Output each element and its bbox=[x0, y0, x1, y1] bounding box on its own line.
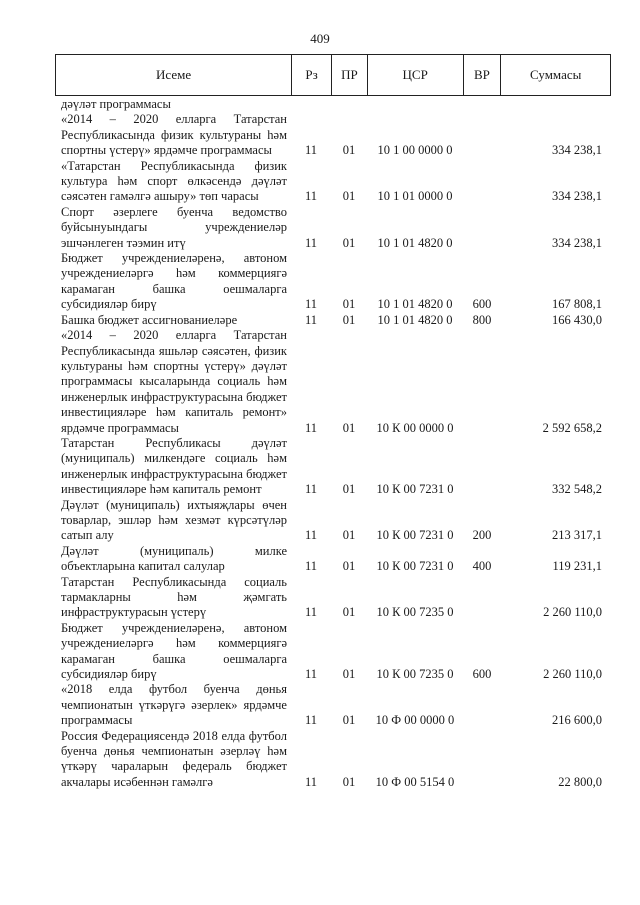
header-name: Исеме bbox=[156, 67, 192, 82]
row-name: Башка бюджет ассигнованиеләре bbox=[61, 312, 238, 327]
table-row bbox=[55, 682, 611, 728]
row-csr: 10 1 01 4820 0 bbox=[377, 235, 453, 250]
header-rz: Рз bbox=[291, 55, 331, 95]
table-row bbox=[55, 544, 611, 575]
row-rz: 11 bbox=[304, 559, 318, 574]
table-row bbox=[55, 313, 611, 328]
table-row bbox=[55, 436, 611, 498]
table-row bbox=[55, 498, 611, 544]
row-name: Татарстан Республикасында социаль тармакларны һәм җәмгать инфраструктурасын үстерү bbox=[61, 574, 287, 620]
row-rz: 11 bbox=[304, 312, 318, 327]
table-row bbox=[55, 621, 611, 683]
row-pr: 01 bbox=[342, 143, 356, 158]
row-csr: 10 Ф 00 5154 0 bbox=[375, 774, 455, 789]
row-sum: 2 260 110,0 bbox=[543, 605, 602, 620]
row-sum: 2 260 110,0 bbox=[543, 667, 602, 682]
table-row bbox=[55, 205, 611, 251]
row-name: Бюджет учреждениеләренә, автоном учреждениеләргә һәм коммерциягә карамаган башка оешмаларга субсидияләр бирү bbox=[61, 251, 287, 312]
header-pr: ПР bbox=[331, 55, 367, 95]
row-rz: 11 bbox=[304, 482, 318, 497]
table-row bbox=[55, 159, 611, 205]
row-rz: 11 bbox=[304, 143, 318, 158]
row-sum: 334 238,1 bbox=[552, 143, 602, 158]
row-vr: 400 bbox=[472, 559, 492, 574]
row-pr: 01 bbox=[342, 667, 356, 682]
row-pr: 01 bbox=[342, 528, 356, 543]
header-vr: ВР bbox=[463, 55, 501, 95]
row-sum: 216 600,0 bbox=[552, 713, 602, 728]
row-pr: 01 bbox=[342, 297, 356, 312]
row-csr: 10 1 00 0000 0 bbox=[377, 143, 453, 158]
row-pr: 01 bbox=[342, 713, 356, 728]
row-rz: 11 bbox=[304, 605, 318, 620]
table-header bbox=[55, 54, 611, 96]
row-pr: 01 bbox=[342, 420, 356, 435]
row-sum: 167 808,1 bbox=[552, 297, 602, 312]
row-sum: 332 548,2 bbox=[552, 482, 602, 497]
row-sum: 213 317,1 bbox=[552, 528, 602, 543]
row-csr: 10 1 01 4820 0 bbox=[377, 297, 453, 312]
row-sum: 2 592 658,2 bbox=[542, 420, 602, 435]
row-name: Россия Федерациясендә 2018 елда футбол буенча дөнья чемпионатын әзерләү һәм үткәрү чараларын федераль бюджет акчалары исәбеннән гамәлгә bbox=[61, 728, 287, 789]
row-pr: 01 bbox=[342, 482, 356, 497]
row-pr: 01 bbox=[342, 189, 356, 204]
row-name: «2018 елда футбол буенча дөнья чемпионатын үткәрүгә әзерлек» ярдәмче программасы bbox=[61, 682, 287, 728]
table-row bbox=[55, 575, 611, 621]
row-csr: 10 К 00 7231 0 bbox=[376, 559, 454, 574]
row-pr: 01 bbox=[342, 235, 356, 250]
row-pr: 01 bbox=[342, 312, 356, 327]
row-name: Татарстан Республикасы дәүләт (муниципаль) милкендәге социаль һәм инженерлык инфраструктурасына бюджет инвестицияләре һәм капиталь ремонт bbox=[61, 435, 287, 497]
row-csr: 10 К 00 7235 0 bbox=[376, 605, 454, 620]
row-rz: 11 bbox=[304, 420, 318, 435]
row-vr: 600 bbox=[472, 297, 492, 312]
header-sum: Суммасы bbox=[500, 55, 610, 95]
row-rz: 11 bbox=[304, 667, 318, 682]
row-csr: 10 К 00 7231 0 bbox=[376, 482, 454, 497]
row-sum: 22 800,0 bbox=[558, 774, 602, 789]
row-name: «2014 – 2020 елларга Татарстан Республикасында физик культураны һәм спортны үстерү» ярдәмче программасы bbox=[61, 112, 287, 158]
row-rz: 11 bbox=[304, 189, 318, 204]
row-vr: 800 bbox=[472, 312, 492, 327]
row-rz: 11 bbox=[304, 235, 318, 250]
row-pr: 01 bbox=[342, 605, 356, 620]
row-csr: 10 1 01 4820 0 bbox=[377, 312, 453, 327]
row-vr: 200 bbox=[472, 528, 492, 543]
row-csr: 10 К 00 7235 0 bbox=[376, 667, 454, 682]
row-rz: 11 bbox=[304, 528, 318, 543]
row-pr: 01 bbox=[342, 559, 356, 574]
row-rz: 11 bbox=[304, 713, 318, 728]
row-name: Дәүләт (муниципаль) милке объектларына капитал салулар bbox=[61, 543, 287, 574]
row-sum: 334 238,1 bbox=[552, 235, 602, 250]
row-sum: 334 238,1 bbox=[552, 189, 602, 204]
row-name: Бюджет учреждениеләренә, автоном учреждениеләргә һәм коммерциягә карамаган башка оешмаларга субсидияләр бирү bbox=[61, 620, 287, 682]
row-sum: 119 231,1 bbox=[552, 559, 602, 574]
header-csr: ЦСР bbox=[367, 55, 463, 95]
row-csr: 10 Ф 00 0000 0 bbox=[375, 713, 455, 728]
table-row bbox=[55, 97, 611, 112]
row-csr: 10 К 00 0000 0 bbox=[376, 420, 454, 435]
row-vr: 600 bbox=[472, 667, 492, 682]
row-name: «2014 – 2020 елларга Татарстан Республикасында яшьләр сәясәтен, физик культураны һәм спортны үстерү» дәүләт программасы кысаларында социаль һәм инженерлык инфраструктурасына бюджет инвестицияләре һәм капиталь ремонт» ярдәмче программасы bbox=[61, 328, 287, 435]
table-row bbox=[55, 328, 611, 436]
page-number: 409 bbox=[310, 31, 330, 46]
table-row bbox=[55, 251, 611, 313]
row-rz: 11 bbox=[304, 774, 318, 789]
row-name: дәүләт программасы bbox=[61, 97, 171, 111]
row-pr: 01 bbox=[342, 774, 356, 789]
table-body bbox=[55, 97, 611, 790]
table-row bbox=[55, 112, 611, 158]
table-row bbox=[55, 729, 611, 791]
row-csr: 10 К 00 7231 0 bbox=[376, 528, 454, 543]
row-csr: 10 1 01 0000 0 bbox=[377, 189, 453, 204]
row-name: «Татарстан Республикасында физик культура һәм спорт өлкәсендә дәүләт сәясәтен гамәлгә ашыру» төп чарасы bbox=[61, 158, 287, 204]
row-sum: 166 430,0 bbox=[552, 312, 602, 327]
row-name: Дәүләт (муниципаль) ихтыяҗлары өчен товарлар, эшләр һәм хезмәт күрсәтүләр сатып алу bbox=[61, 497, 287, 543]
row-rz: 11 bbox=[304, 297, 318, 312]
row-name: Спорт әзерлеге буенча ведомство буйсынуындагы учреждениеләр эшчәнлеген тәэмин итү bbox=[61, 204, 287, 250]
